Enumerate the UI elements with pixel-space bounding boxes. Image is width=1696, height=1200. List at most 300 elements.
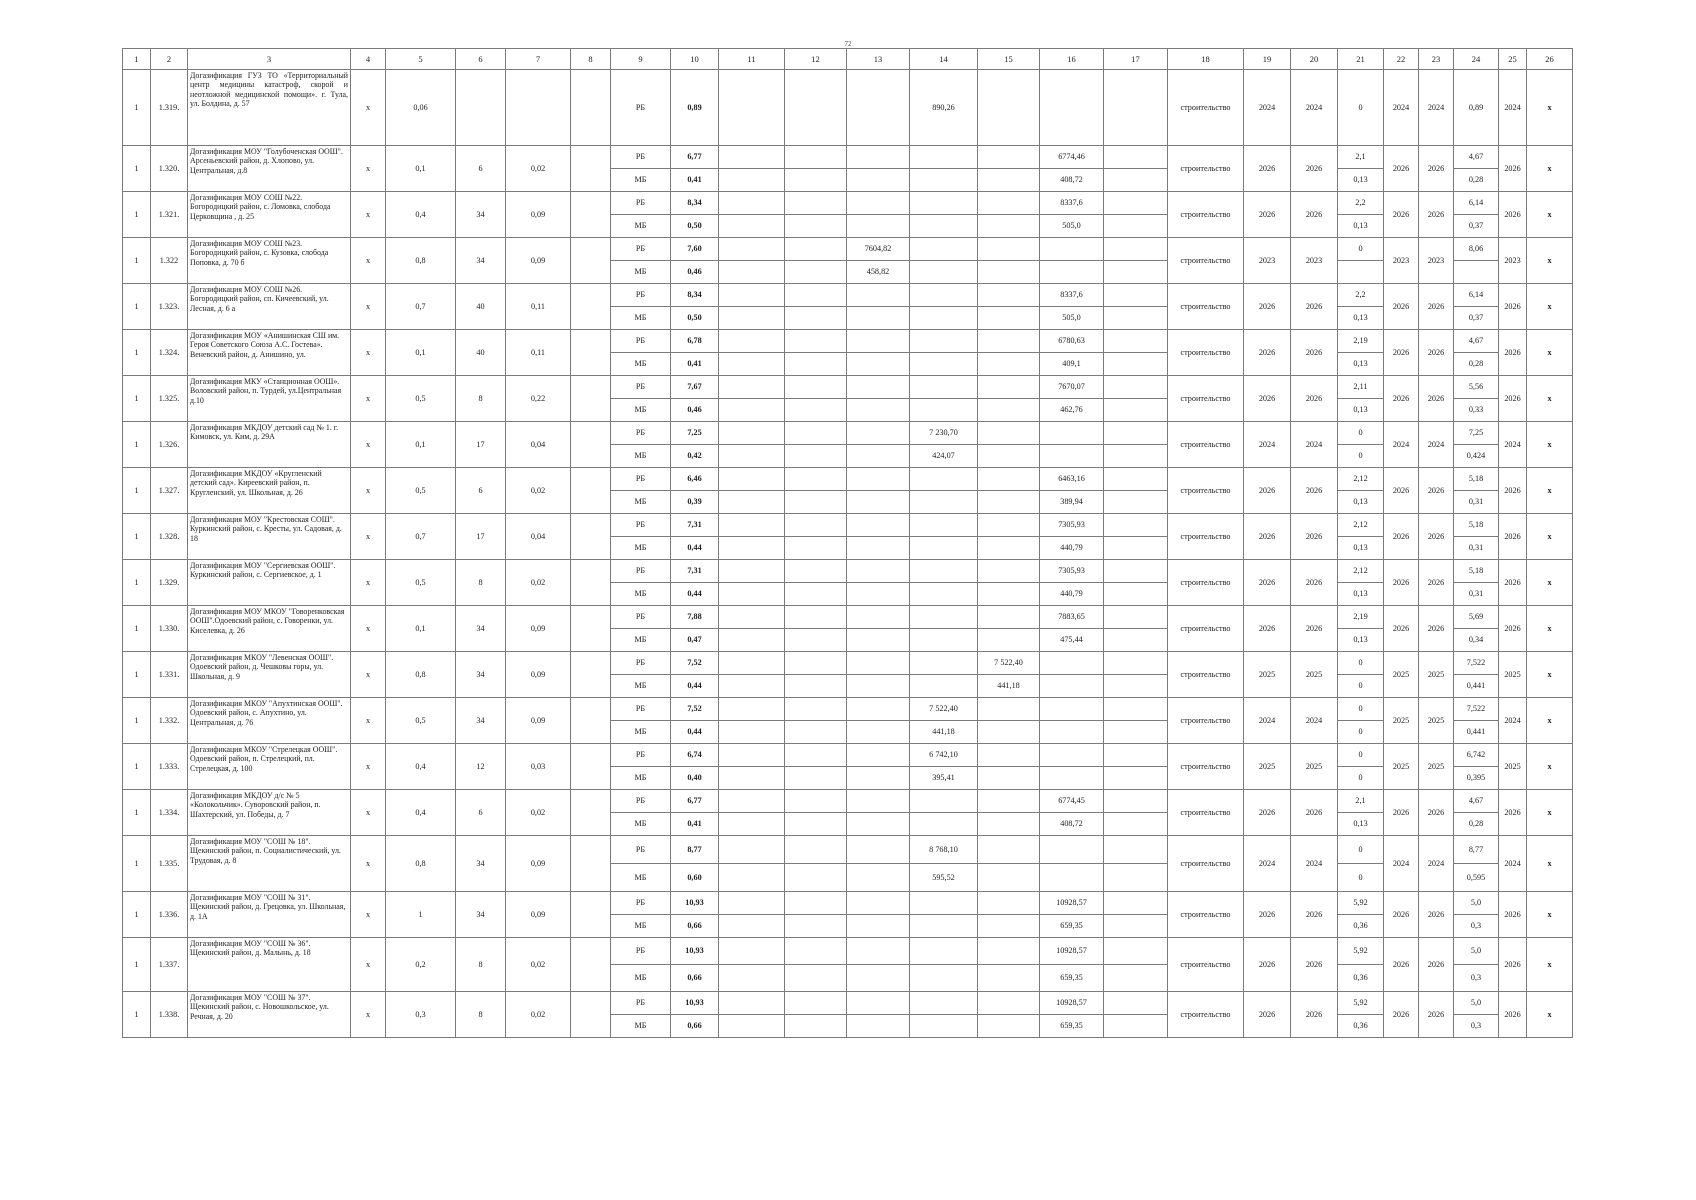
cell-c10: 6,46 <box>671 468 719 491</box>
cell-c14 <box>910 468 978 491</box>
cell-c5: 0,5 <box>386 376 456 422</box>
cell-c24: 0,395 <box>1454 767 1499 790</box>
cell-c6: 34 <box>456 192 506 238</box>
column-number: 25 <box>1499 49 1527 70</box>
cell-c13 <box>847 892 910 915</box>
cell-c17 <box>1104 790 1168 813</box>
cell-c14 <box>910 330 978 353</box>
cell-c5: 0,1 <box>386 146 456 192</box>
cell-c24: 4,67 <box>1454 146 1499 169</box>
cell-c4: х <box>351 192 386 238</box>
cell-c21: 0,13 <box>1338 629 1384 652</box>
cell-c13 <box>847 514 910 537</box>
cell-c20: 2026 <box>1291 514 1338 560</box>
cell-c25: 2025 <box>1499 652 1527 698</box>
cell-c22: 2026 <box>1384 790 1419 836</box>
cell-c26: х <box>1527 790 1573 836</box>
cell-c22: 2026 <box>1384 992 1419 1038</box>
cell-c6: 40 <box>456 284 506 330</box>
cell-c2: 1.337. <box>151 938 188 992</box>
cell-c13 <box>847 537 910 560</box>
column-number: 13 <box>847 49 910 70</box>
cell-c15 <box>978 238 1040 261</box>
cell-c12 <box>785 261 847 284</box>
cell-c19: 2026 <box>1244 192 1291 238</box>
cell-c20: 2026 <box>1291 938 1338 992</box>
cell-c7: 0,04 <box>506 422 571 468</box>
cell-c11 <box>719 537 785 560</box>
cell-c6: 34 <box>456 606 506 652</box>
column-number: 7 <box>506 49 571 70</box>
cell-c24: 0,441 <box>1454 675 1499 698</box>
cell-c16: 440,79 <box>1040 583 1104 606</box>
cell-c13 <box>847 376 910 399</box>
funding-source: МБ <box>611 1015 671 1038</box>
cell-c12 <box>785 583 847 606</box>
cell-c10: 6,78 <box>671 330 719 353</box>
cell-c4: х <box>351 330 386 376</box>
cell-c21: 0 <box>1338 422 1384 445</box>
cell-c13 <box>847 353 910 376</box>
cell-c19: 2026 <box>1244 992 1291 1038</box>
cell-c26: х <box>1527 70 1573 146</box>
cell-c10: 7,31 <box>671 560 719 583</box>
column-number: 4 <box>351 49 386 70</box>
cell-c11 <box>719 583 785 606</box>
object-description: Догазификация МОУ "СОШ № 36". Щекинский район, д. Малынь, д. 18 <box>188 938 351 992</box>
cell-c20: 2026 <box>1291 192 1338 238</box>
cell-c4: х <box>351 284 386 330</box>
cell-c12 <box>785 675 847 698</box>
cell-c26: х <box>1527 468 1573 514</box>
cell-c8 <box>571 892 611 938</box>
cell-c5: 0,3 <box>386 992 456 1038</box>
cell-c21: 5,92 <box>1338 938 1384 965</box>
cell-c13 <box>847 445 910 468</box>
cell-c15 <box>978 744 1040 767</box>
cell-c20: 2026 <box>1291 892 1338 938</box>
cell-c13 <box>847 915 910 938</box>
cell-c17 <box>1104 698 1168 721</box>
object-description: Догазификация МОУ "Голубоченская ООШ". Арсеньевский район, д. Хлопово, ул. Центральная, д.8 <box>188 146 351 192</box>
column-number: 20 <box>1291 49 1338 70</box>
cell-c17 <box>1104 353 1168 376</box>
cell-c10: 0,44 <box>671 537 719 560</box>
cell-c11 <box>719 813 785 836</box>
funding-source: РБ <box>611 938 671 965</box>
cell-c22: 2024 <box>1384 422 1419 468</box>
cell-c1: 1 <box>123 422 151 468</box>
column-number: 22 <box>1384 49 1419 70</box>
cell-c18: строительство <box>1168 284 1244 330</box>
cell-c17 <box>1104 836 1168 864</box>
cell-c26: х <box>1527 146 1573 192</box>
cell-c13 <box>847 698 910 721</box>
cell-c14 <box>910 146 978 169</box>
cell-c7: 0,09 <box>506 892 571 938</box>
cell-c10: 8,77 <box>671 836 719 864</box>
cell-c15 <box>978 915 1040 938</box>
cell-c17 <box>1104 192 1168 215</box>
cell-c16 <box>1040 767 1104 790</box>
cell-c24: 5,0 <box>1454 938 1499 965</box>
funding-source: МБ <box>611 915 671 938</box>
cell-c13 <box>847 675 910 698</box>
cell-c24: 0,31 <box>1454 583 1499 606</box>
cell-c2: 1.324. <box>151 330 188 376</box>
object-description: Догазификация МОУ "СОШ № 37". Щекинский район, с. Новошкольское, ул. Речная, д. 20 <box>188 992 351 1038</box>
cell-c24: 6,14 <box>1454 192 1499 215</box>
cell-c23: 2025 <box>1419 744 1454 790</box>
cell-c13 <box>847 744 910 767</box>
funding-source: МБ <box>611 721 671 744</box>
object-description: Догазификация МОУ «Анишинская СШ им. Героя Советского Союза А.С. Гостева». Веневский район, д. Анишино, ул. <box>188 330 351 376</box>
cell-c1: 1 <box>123 938 151 992</box>
cell-c5: 0,5 <box>386 560 456 606</box>
cell-c21: 0 <box>1338 721 1384 744</box>
cell-c16: 6463,16 <box>1040 468 1104 491</box>
cell-c2: 1.334. <box>151 790 188 836</box>
cell-c5: 0,4 <box>386 744 456 790</box>
funding-source: РБ <box>611 652 671 675</box>
cell-c10: 0,46 <box>671 399 719 422</box>
column-number: 19 <box>1244 49 1291 70</box>
cell-c4: х <box>351 836 386 892</box>
cell-c21: 0,13 <box>1338 399 1384 422</box>
cell-c19: 2026 <box>1244 284 1291 330</box>
cell-c25: 2026 <box>1499 284 1527 330</box>
cell-c16: 6780,63 <box>1040 330 1104 353</box>
cell-c13 <box>847 652 910 675</box>
cell-c15 <box>978 629 1040 652</box>
cell-c18: строительство <box>1168 790 1244 836</box>
cell-c13 <box>847 422 910 445</box>
cell-c8 <box>571 376 611 422</box>
cell-c15 <box>978 790 1040 813</box>
cell-c26: х <box>1527 376 1573 422</box>
cell-c22: 2026 <box>1384 938 1419 992</box>
cell-c16: 505,0 <box>1040 215 1104 238</box>
object-description: Догазификация МОУ СОШ №23. Богородицкий район, с. Кузовка, слобода Поповка, д. 70 б <box>188 238 351 284</box>
cell-c12 <box>785 238 847 261</box>
cell-c6: 34 <box>456 698 506 744</box>
cell-c25: 2025 <box>1499 744 1527 790</box>
cell-c19: 2024 <box>1244 698 1291 744</box>
column-number: 17 <box>1104 49 1168 70</box>
cell-c1: 1 <box>123 284 151 330</box>
cell-c6: 6 <box>456 146 506 192</box>
cell-c15 <box>978 284 1040 307</box>
cell-c13 <box>847 813 910 836</box>
cell-c5: 0,8 <box>386 238 456 284</box>
cell-c5: 0,4 <box>386 790 456 836</box>
cell-c18: строительство <box>1168 238 1244 284</box>
cell-c23: 2025 <box>1419 652 1454 698</box>
cell-c12 <box>785 606 847 629</box>
cell-c18: строительство <box>1168 192 1244 238</box>
cell-c5: 0,8 <box>386 836 456 892</box>
cell-c6: 8 <box>456 376 506 422</box>
cell-c5: 0,4 <box>386 192 456 238</box>
cell-c25: 2024 <box>1499 698 1527 744</box>
cell-c26: х <box>1527 892 1573 938</box>
table-row <box>123 892 1573 915</box>
cell-c15 <box>978 583 1040 606</box>
funding-source: МБ <box>611 261 671 284</box>
table-row <box>123 514 1573 537</box>
cell-c12 <box>785 629 847 652</box>
data-table <box>122 48 1573 1038</box>
cell-c21: 0 <box>1338 698 1384 721</box>
cell-c11 <box>719 445 785 468</box>
funding-source: РБ <box>611 790 671 813</box>
cell-c13 <box>847 583 910 606</box>
cell-c13 <box>847 965 910 992</box>
cell-c24: 0,441 <box>1454 721 1499 744</box>
object-description: Догазификация МКУ «Станционная ООШ». Воловский район, п. Турдей, ул.Центральная д.10 <box>188 376 351 422</box>
cell-c19: 2026 <box>1244 468 1291 514</box>
cell-c12 <box>785 353 847 376</box>
cell-c12 <box>785 284 847 307</box>
cell-c12 <box>785 836 847 864</box>
cell-c25: 2023 <box>1499 238 1527 284</box>
cell-c6: 8 <box>456 560 506 606</box>
cell-c15 <box>978 70 1040 146</box>
cell-c1: 1 <box>123 192 151 238</box>
cell-c25: 2026 <box>1499 330 1527 376</box>
cell-c12 <box>785 169 847 192</box>
cell-c18: строительство <box>1168 422 1244 468</box>
cell-c24: 7,522 <box>1454 652 1499 675</box>
cell-c15 <box>978 261 1040 284</box>
cell-c6 <box>456 70 506 146</box>
cell-c19: 2026 <box>1244 376 1291 422</box>
cell-c21: 2,11 <box>1338 376 1384 399</box>
cell-c2: 1.321. <box>151 192 188 238</box>
funding-source: РБ <box>611 992 671 1015</box>
cell-c24: 0,3 <box>1454 1015 1499 1038</box>
cell-c2: 1.326. <box>151 422 188 468</box>
cell-c8 <box>571 146 611 192</box>
cell-c14 <box>910 652 978 675</box>
cell-c12 <box>785 307 847 330</box>
cell-c18: строительство <box>1168 892 1244 938</box>
cell-c11 <box>719 192 785 215</box>
cell-c7: 0,09 <box>506 698 571 744</box>
cell-c24: 0,3 <box>1454 915 1499 938</box>
cell-c13 <box>847 1015 910 1038</box>
cell-c17 <box>1104 468 1168 491</box>
cell-c16: 10928,57 <box>1040 938 1104 965</box>
cell-c4: х <box>351 992 386 1038</box>
cell-c11 <box>719 767 785 790</box>
cell-c5: 0,8 <box>386 652 456 698</box>
cell-c22: 2024 <box>1384 836 1419 892</box>
table-row <box>123 192 1573 215</box>
cell-c17 <box>1104 915 1168 938</box>
cell-c24: 0,33 <box>1454 399 1499 422</box>
cell-c18: строительство <box>1168 606 1244 652</box>
funding-source: МБ <box>611 965 671 992</box>
cell-c10: 0,42 <box>671 445 719 468</box>
cell-c8 <box>571 330 611 376</box>
cell-c22: 2025 <box>1384 652 1419 698</box>
cell-c5: 0,1 <box>386 422 456 468</box>
cell-c18: строительство <box>1168 376 1244 422</box>
funding-source: РБ <box>611 836 671 864</box>
object-description: Догазификация МКОУ "Левенская ООШ". Одоевский район, д. Чешковы горы, ул. Школьная, д. 9 <box>188 652 351 698</box>
cell-c14 <box>910 491 978 514</box>
column-number: 16 <box>1040 49 1104 70</box>
cell-c4: х <box>351 376 386 422</box>
cell-c1: 1 <box>123 652 151 698</box>
cell-c5: 0,2 <box>386 938 456 992</box>
funding-source: МБ <box>611 813 671 836</box>
cell-c22: 2026 <box>1384 192 1419 238</box>
cell-c17 <box>1104 938 1168 965</box>
cell-c23: 2026 <box>1419 376 1454 422</box>
cell-c14 <box>910 169 978 192</box>
cell-c24: 0,37 <box>1454 307 1499 330</box>
cell-c8 <box>571 790 611 836</box>
cell-c21: 2,2 <box>1338 192 1384 215</box>
funding-source: МБ <box>611 353 671 376</box>
object-description: Догазификация МОУ "Крестовская СОШ". Куркинский район, с. Кресты, ул. Садовая, д. 18 <box>188 514 351 560</box>
cell-c15 <box>978 215 1040 238</box>
cell-c22: 2026 <box>1384 468 1419 514</box>
cell-c17 <box>1104 169 1168 192</box>
cell-c15 <box>978 992 1040 1015</box>
cell-c21: 2,19 <box>1338 330 1384 353</box>
cell-c22: 2026 <box>1384 892 1419 938</box>
cell-c8 <box>571 606 611 652</box>
cell-c14: 7 522,40 <box>910 698 978 721</box>
cell-c11 <box>719 938 785 965</box>
cell-c11 <box>719 992 785 1015</box>
cell-c20: 2026 <box>1291 606 1338 652</box>
cell-c4: х <box>351 560 386 606</box>
cell-c11 <box>719 675 785 698</box>
cell-c21: 0,13 <box>1338 491 1384 514</box>
cell-c15 <box>978 721 1040 744</box>
cell-c15 <box>978 606 1040 629</box>
funding-source: МБ <box>611 169 671 192</box>
cell-c18: строительство <box>1168 70 1244 146</box>
cell-c26: х <box>1527 698 1573 744</box>
cell-c7: 0,02 <box>506 560 571 606</box>
cell-c16 <box>1040 675 1104 698</box>
cell-c12 <box>785 376 847 399</box>
cell-c23: 2026 <box>1419 992 1454 1038</box>
object-description: Догазификация МКДОУ детский сад № 1. г. Кимовск, ул. Ким, д. 29А <box>188 422 351 468</box>
cell-c12 <box>785 938 847 965</box>
cell-c14 <box>910 675 978 698</box>
cell-c11 <box>719 629 785 652</box>
cell-c11 <box>719 744 785 767</box>
cell-c17 <box>1104 892 1168 915</box>
cell-c7: 0,02 <box>506 992 571 1038</box>
cell-c17 <box>1104 744 1168 767</box>
cell-c6: 34 <box>456 836 506 892</box>
cell-c7: 0,11 <box>506 284 571 330</box>
cell-c25: 2024 <box>1499 70 1527 146</box>
cell-c10: 10,93 <box>671 892 719 915</box>
cell-c15 <box>978 892 1040 915</box>
cell-c11 <box>719 399 785 422</box>
cell-c6: 8 <box>456 992 506 1038</box>
cell-c19: 2025 <box>1244 652 1291 698</box>
cell-c6: 34 <box>456 238 506 284</box>
cell-c13 <box>847 70 910 146</box>
cell-c20: 2026 <box>1291 146 1338 192</box>
cell-c16 <box>1040 836 1104 864</box>
cell-c7: 0,02 <box>506 146 571 192</box>
cell-c14 <box>910 514 978 537</box>
cell-c4: х <box>351 238 386 284</box>
cell-c26: х <box>1527 938 1573 992</box>
cell-c14 <box>910 606 978 629</box>
cell-c12 <box>785 915 847 938</box>
cell-c15 <box>978 445 1040 468</box>
cell-c14 <box>910 938 978 965</box>
funding-source: РБ <box>611 284 671 307</box>
cell-c14: 395,41 <box>910 767 978 790</box>
cell-c23: 2026 <box>1419 606 1454 652</box>
cell-c21: 2,19 <box>1338 606 1384 629</box>
cell-c11 <box>719 215 785 238</box>
cell-c18: строительство <box>1168 330 1244 376</box>
cell-c16 <box>1040 698 1104 721</box>
cell-c8 <box>571 284 611 330</box>
cell-c14: 424,07 <box>910 445 978 468</box>
cell-c15 <box>978 938 1040 965</box>
cell-c19: 2023 <box>1244 238 1291 284</box>
cell-c23: 2026 <box>1419 284 1454 330</box>
cell-c6: 34 <box>456 892 506 938</box>
cell-c10: 7,60 <box>671 238 719 261</box>
cell-c21: 5,92 <box>1338 992 1384 1015</box>
object-description: Догазификация МКДОУ д/с № 5 «Колокольчик». Суворовский район, п. Шахтерский, ул. Победы, д. 7 <box>188 790 351 836</box>
cell-c15 <box>978 192 1040 215</box>
cell-c8 <box>571 468 611 514</box>
cell-c12 <box>785 1015 847 1038</box>
cell-c19: 2026 <box>1244 146 1291 192</box>
cell-c16 <box>1040 261 1104 284</box>
cell-c21: 0 <box>1338 652 1384 675</box>
cell-c16: 6774,46 <box>1040 146 1104 169</box>
cell-c8 <box>571 744 611 790</box>
cell-c11 <box>719 721 785 744</box>
cell-c15 <box>978 813 1040 836</box>
table-row <box>123 606 1573 629</box>
cell-c17 <box>1104 330 1168 353</box>
cell-c19: 2026 <box>1244 514 1291 560</box>
cell-c16: 7305,93 <box>1040 560 1104 583</box>
cell-c15 <box>978 560 1040 583</box>
cell-c10: 0,41 <box>671 813 719 836</box>
cell-c14 <box>910 261 978 284</box>
cell-c6: 12 <box>456 744 506 790</box>
cell-c18: строительство <box>1168 560 1244 606</box>
cell-c13 <box>847 330 910 353</box>
cell-c24: 0,89 <box>1454 70 1499 146</box>
cell-c22: 2025 <box>1384 698 1419 744</box>
cell-c7: 0,02 <box>506 938 571 992</box>
cell-c16 <box>1040 445 1104 468</box>
funding-source: МБ <box>611 767 671 790</box>
cell-c12 <box>785 192 847 215</box>
cell-c21: 2,1 <box>1338 146 1384 169</box>
